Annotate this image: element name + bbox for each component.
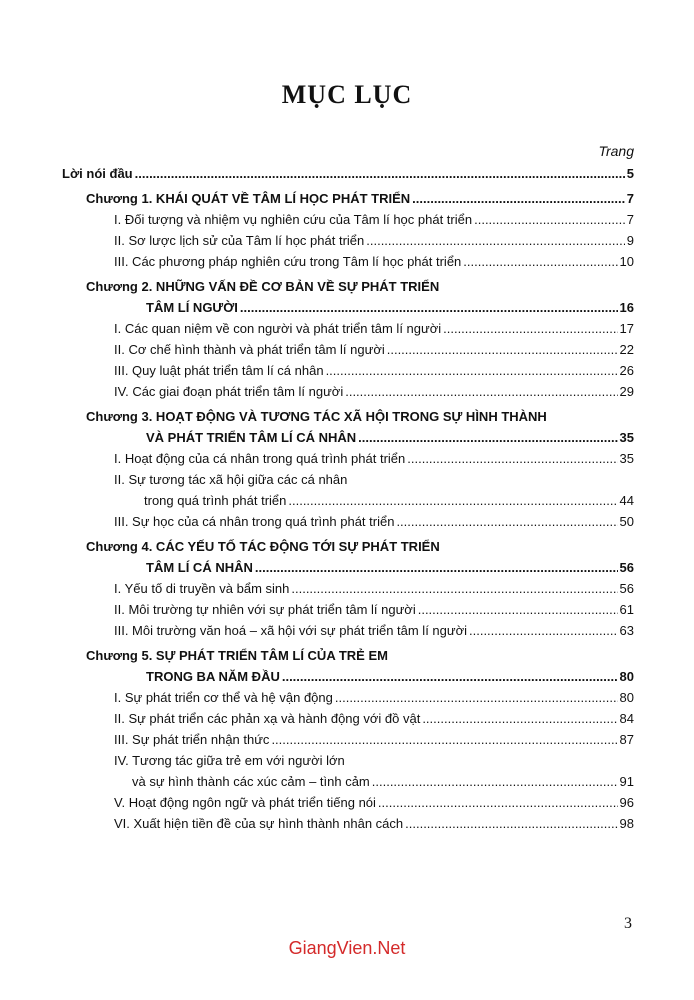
toc-chapter-4[interactable]: TÂM LÍ CÁ NHÂN ..... 56 [62,557,634,578]
toc-section-title: II. Sự tương tác xã hội giữa các cá nhân [114,472,348,487]
toc-section[interactable]: I. Hoạt động của cá nhân trong quá trình phát triển ..... 35 [62,448,634,469]
toc-section[interactable]: V. Hoạt động ngôn ngữ và phát triển tiếng nói ..... 96 [62,792,634,813]
toc-section-title: IV. Tương tác giữa trẻ em với người lớn [114,753,345,768]
watermark: GiangVien.Net [288,938,406,958]
toc-section[interactable]: III. Sự phát triển nhận thức ..... 87 [62,729,634,750]
toc-chapter-1[interactable]: Chương 1. KHÁI QUÁT VỀ TÂM LÍ HỌC PHÁT TRIỂN ..... 7 [62,188,634,209]
toc-section[interactable]: I. Đối tượng và nhiệm vụ nghiên cứu của Tâm lí học phát triển ..... 7 [62,209,634,230]
toc-section[interactable]: và sự hình thành các xúc cảm – tình cảm ..... 91 [62,771,634,792]
page-number: 3 [624,915,632,932]
toc-section[interactable]: I. Các quan niệm về con người và phát triển tâm lí người ..... 17 [62,318,634,339]
toc-section[interactable]: II. Sự phát triển các phản xạ và hành động với đồ vật ..... 84 [62,708,634,729]
table-of-contents [62,163,634,834]
toc-chapter-3[interactable]: VÀ PHÁT TRIỂN TÂM LÍ CÁ NHÂN ..... 35 [62,427,634,448]
toc-section[interactable]: III. Quy luật phát triển tâm lí cá nhân ..... 26 [62,360,634,381]
toc-chapter-2-title: Chương 2. NHỮNG VẤN ĐỀ CƠ BẢN VỀ SỰ PHÁT TRIỂN [86,279,440,294]
toc-section[interactable]: I. Sự phát triển cơ thể và hệ vận động ..... 80 [62,687,634,708]
toc-chapter-5-title: Chương 5. SỰ PHÁT TRIỂN TÂM LÍ CỦA TRẺ EM [86,648,388,663]
toc-section[interactable]: trong quá trình phát triển ..... 44 [62,490,634,511]
toc-section[interactable]: III. Các phương pháp nghiên cứu trong Tâm lí học phát triển ..... 10 [62,251,634,272]
toc-section[interactable]: IV. Các giai đoạn phát triển tâm lí người ..... 29 [62,381,634,402]
toc-chapter-5[interactable]: TRONG BA NĂM ĐẦU ..... 80 [62,666,634,687]
toc-chapter-4-title: Chương 4. CÁC YẾU TỐ TÁC ĐỘNG TỚI SỰ PHÁT TRIỂN [86,539,440,554]
toc-section[interactable]: III. Sự học của cá nhân trong quá trình phát triển ..... 50 [62,511,634,532]
toc-entry-preface[interactable]: Lời nói đầu ..... 5 [62,163,634,184]
toc-section[interactable]: II. Cơ chế hình thành và phát triển tâm lí người ..... 22 [62,339,634,360]
toc-section[interactable]: II. Môi trường tự nhiên với sự phát triển tâm lí người ..... 61 [62,599,634,620]
toc-section[interactable]: VI. Xuất hiện tiền đề của sự hình thành nhân cách ..... 98 [62,813,634,834]
page-title: MỤC LỤC [281,80,413,109]
toc-chapter-3-title: Chương 3. HOẠT ĐỘNG VÀ TƯƠNG TÁC XÃ HỘI TRONG SỰ HÌNH THÀNH [86,409,547,424]
toc-chapter-2[interactable]: TÂM LÍ NGƯỜI ..... 16 [62,297,634,318]
page-column-label: Trang [598,143,634,159]
toc-section[interactable]: II. Sơ lược lịch sử của Tâm lí học phát triển ..... 9 [62,230,634,251]
toc-section[interactable]: III. Môi trường văn hoá – xã hội với sự phát triển tâm lí người ..... 63 [62,620,634,641]
toc-section[interactable]: I. Yếu tố di truyền và bẩm sinh ..... 56 [62,578,634,599]
